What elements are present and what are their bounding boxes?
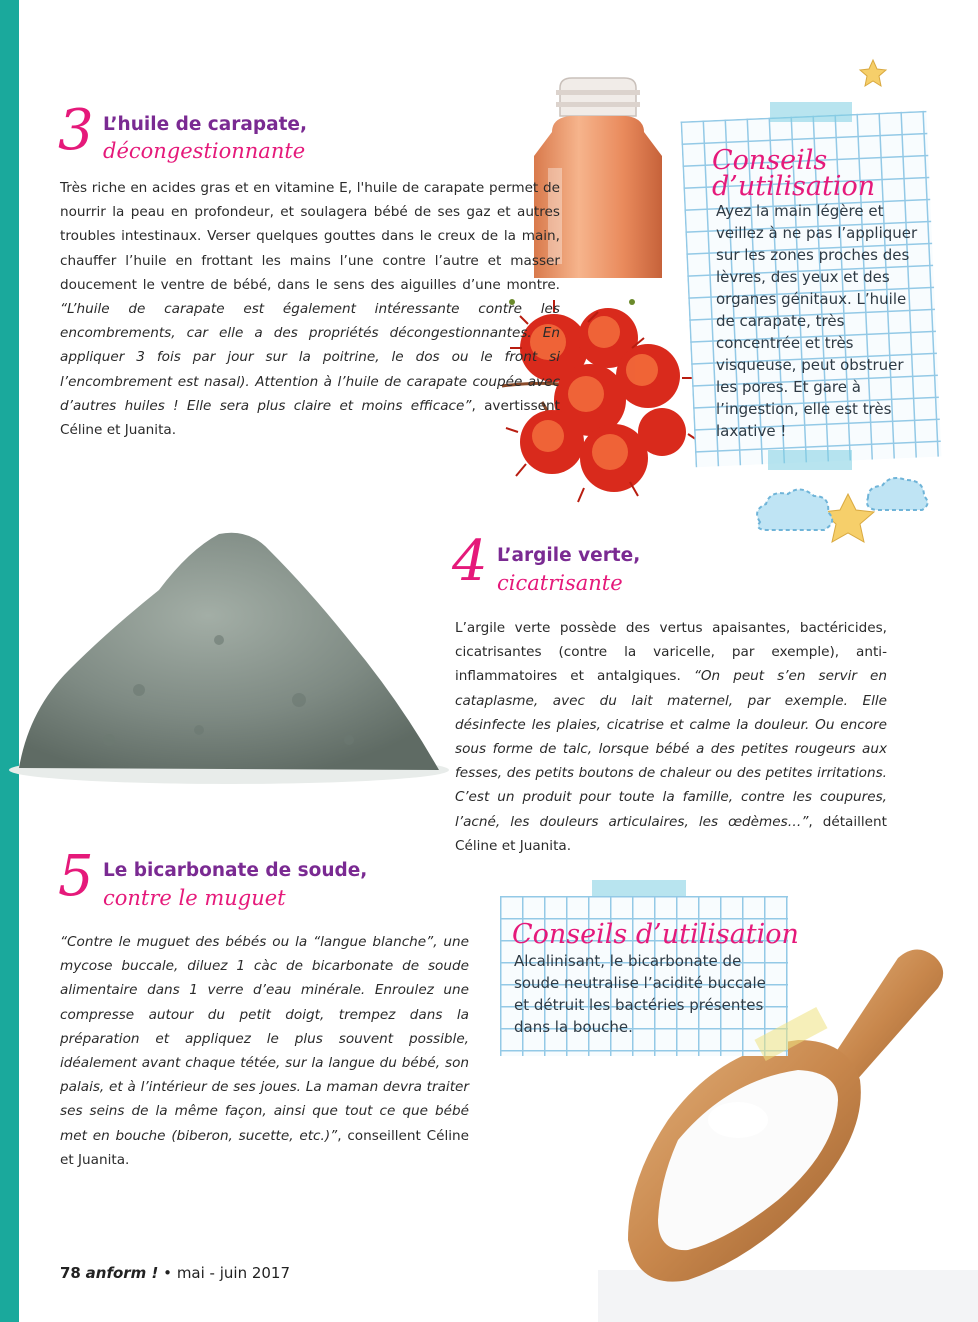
- tip-text-clip: [716, 200, 936, 452]
- body-quote: “L’huile de carapate est également intéressante contre les encombrements, car elle a des propriétés décongestionnantes. En appliquer 3 fois par jour sur la poitrine, le dos ou le front si l’encombrement est nasal). Attention à l’huile de carapate coupée avec d’autres huiles ! Elle sera plus claire et moins efficace”: [60, 301, 560, 414]
- tip-title-castor-oil: Conseils d’utilisation: [712, 145, 876, 202]
- section-title: Le bicarbonate de soude,: [103, 860, 368, 881]
- section-subtitle: contre le muguet: [103, 886, 286, 910]
- green-clay-image: [19, 520, 443, 788]
- cloud-star-decoration: [748, 458, 932, 544]
- section-title: L’argile verte,: [497, 545, 641, 566]
- issue-date: mai - juin 2017: [176, 1264, 291, 1282]
- section-body: [60, 176, 560, 442]
- star-icon: [858, 58, 888, 88]
- body-text: L’argile verte possède des vertus apaisantes, bactéricides, cicatrisantes (contre la varicelle, par exemple), anti-inflammatoires et antalgiques.: [455, 620, 887, 685]
- tape-strip: [770, 102, 852, 122]
- section-body: [455, 616, 887, 858]
- body-text: Très riche en acides gras et en vitamine E, l'huile de carapate permet de nourrir la peau en profondeur, et soulagera bébé de ses gaz et autres troubles intestinaux. Verser quelques gouttes dans le creux de la main, chauffer l’huile en frottant les mains l’une contre l’autre et masser doucement le ventre de bébé, dans le sens des aiguilles d’une montre.: [60, 180, 560, 293]
- page-number: 78: [60, 1264, 81, 1282]
- section-number: 4: [452, 529, 488, 594]
- magazine-brand: anform !: [85, 1264, 159, 1282]
- section-number: 5: [58, 844, 94, 909]
- body-attribution: , avertissent Céline et Juanita.: [60, 397, 560, 439]
- section-number: 3: [58, 98, 94, 163]
- tip-text-baking-soda: Alcalinisant, le bicarbonate de soude neutralise l’acidité buccale et détruit les bactéries présentes dans la bouche.: [514, 952, 766, 1036]
- footer-separator: •: [163, 1264, 173, 1282]
- tip-text-castor-oil: Ayez la main légère et veillez à ne pas l’appliquer sur les zones proches des lèvres, des yeux et des organes génitaux. L’huile de carapate, très concentrée et très visqueuse, peut obstruer les pores. Et gare à l’ingestion, elle est très laxative !: [716, 202, 918, 440]
- section-subtitle: cicatrisante: [497, 571, 623, 595]
- body-quote: “Contre le muguet des bébés ou la “langue blanche”, une mycose buccale, diluez 1 càc de bicarbonate de soude alimentaire dans 1 verre d’eau minérale. Enroulez une compresse autour du petit doigt, trempez dans la préparation et appliquez le plus souvent possible, idéalement avant chaque tétée, sur la langue du bébé, son palais, et à l’intérieur de ses joues. La maman devra traiter ses seins de la même façon, ainsi que tout ce que bébé met en bouche (biberon, sucette, etc.)”: [60, 934, 469, 1144]
- section-body: [60, 930, 469, 1172]
- body-attribution: , conseillent Céline et Juanita.: [60, 1127, 470, 1168]
- tip-title-baking-soda: Conseils d’utilisation: [512, 919, 799, 950]
- section-subtitle: décongestionnante: [103, 139, 306, 163]
- section-title: L’huile de carapate,: [103, 114, 308, 135]
- page-edge-band: [0, 0, 19, 1322]
- section-body-clip: [60, 176, 560, 472]
- page-footer: [60, 1264, 290, 1282]
- body-attribution: , détaillent Céline et Juanita.: [455, 813, 887, 854]
- body-quote: “On peut s’en servir en cataplasme, avec du lait maternel, par exemple. Elle désinfecte les plaies, cicatrise et calme la douleur. Ou encore sous forme de talc, lorsque bébé a des petites rougeurs aux fesses, des petits boutons de chaleur ou des petites irritations. C’est un produit pour toute la famille, contre les coupures, l’acné, les douleurs articulaires, les œdèmes…”: [455, 668, 887, 830]
